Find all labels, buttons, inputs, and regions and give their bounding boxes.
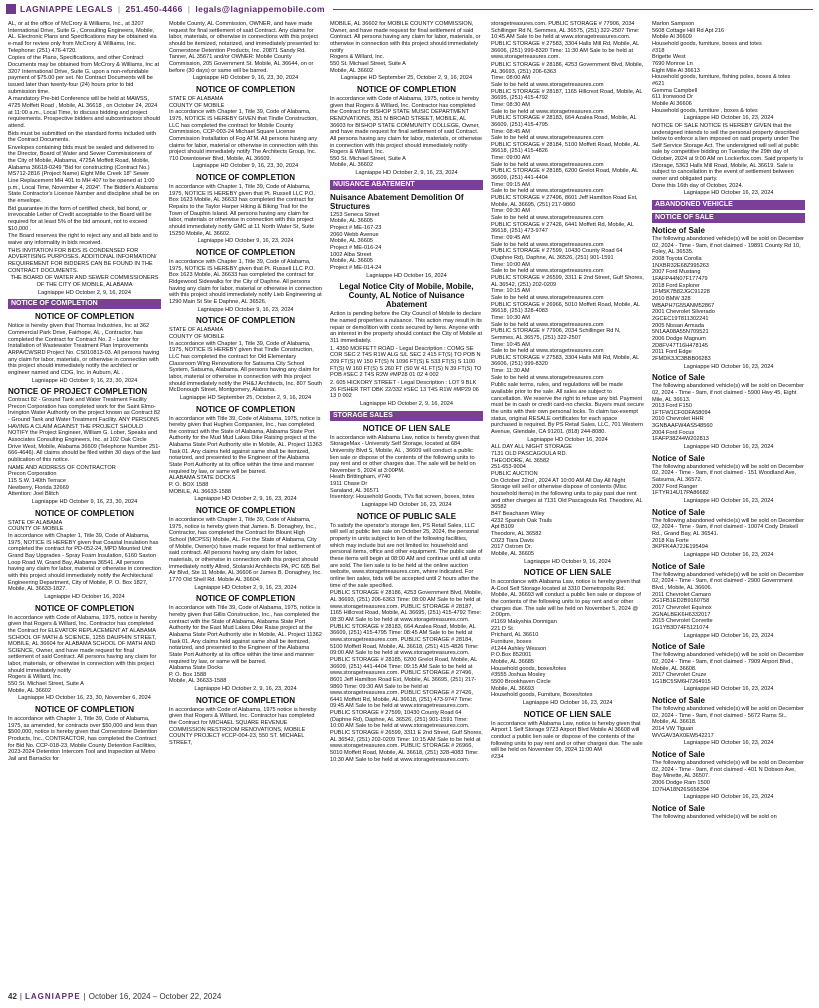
notice-text: 2. 605 HICKORY STREET - Legal Description : LOT 9 BLK 26 FISHER TRT DBK 22/332 #SEC 13 T4S R1W #MP29 06 13 0 002 [330, 379, 481, 400]
notice-heading: NOTICE OF COMPLETION [195, 506, 296, 516]
notice-text: The following abandoned vehicle(s) will be sold on December 02, 2024 - Time - 9am, if not claimed - 7909 Airport Blvd., Mobile, AL 36608. 2017 Chevrolet Cruze 1G1BC5SM6H7264915 [652, 652, 805, 685]
notice-text: Bid guarantee in the form of certified check, bid bond, or irrevocable Letter of Credit acceptable to the Board will be required for at least 5% of the bid amount, not to exceed $10,000 . [8, 205, 154, 232]
header-section-title: LAGNIAPPE LEGALS [20, 4, 113, 14]
notice-heading: NOTICE OF COMPLETION [195, 695, 296, 705]
notice-heading: NOTICE OF COMPLETION [195, 316, 296, 326]
notice-text: In accordance with Alabama Law, notice is hereby given that A-Cool Self Storage located at 3310 Demetropolis Rd. Mobile, AL 36693 will conduct a public lien sale or dispose of the contents of the following units to pay rent and or other charges due. The sale will be held on November 5, 2024 @ 2:00pm. #1169 Makyshia Donnigan 221 D St Prichard, AL 36610 Furniture, boxes #1244 Ashley Wesson P.O.Box 852001 Mobile, AL 36685 Household goods, boxes/totes #3555 Joshua Mosley 5500 Brookhaven Circle Mobile, AL 36693 Household goods, Furniture, Boxes/totes [491, 579, 641, 699]
column-3 [330, 21, 483, 986]
notice-text: To satisfy the operator's storage lien, PS Retail Sales, LLC will sell at public lien sale on October 25, 2024, the personal property in units subject to lien of the following facilities, which may include but are not limited to: household and personal items, office and other equipment. The public sale of these items will begin at 08:00 AM and continue until all units are sold. The lien sale is to be held at the online auction website, www.storagetreasures.com, where indicated. For online lien sales, bids will be accepted until 2 hours after the time of the sale specified. [330, 522, 485, 589]
notice-heading: Notice of Sale [652, 453, 705, 463]
publication-line: Lagniappe HD October 9, 16, 2024 [524, 558, 611, 565]
notice-heading: Notice of Sale [652, 804, 705, 813]
notice-heading: Nuisance Abatement Demolition Of Structures [330, 192, 464, 211]
legal-columns [8, 21, 813, 986]
notice-text: In accordance with Chapter 1, Title 39, Code of Alabama, 1975, NOTICE IS HEREBY given that Pt. Russell LLC P.O. Box 1623 Mobile, AL 36633 has completed the contract for Repairs to the Taylor Harper Hiking & Biking Trail for the Town of Dauphin Island. All persons having any claim for labor, materials or otherwise in connection with this project should immediately notify GMC at 11 North Water St, Suite 15250 Mobile, AL 36602. [169, 184, 317, 237]
footer-separator: | [19, 991, 22, 1001]
section-banner: ABANDONED VEHICLE [652, 200, 805, 210]
publication-line: Lagniappe HD September 25, October 2, 9, 16, 2024 [340, 75, 473, 82]
page-footer [8, 989, 221, 1003]
footer-separator: | [83, 991, 86, 1001]
publication-line: Lagniappe HD October 2, 9, 16, 23, 2024 [194, 496, 297, 503]
notice-text: The following abandoned vehicle(s) will be sold on December 02, 2024 - Time - 9am, if not claimed - 151 Woodland Ave, Satsuma, AL 36572. 2007 Ford Ranger 1FTYR14U17PA86682 [652, 463, 805, 497]
notice-text: In accordance with Title 39, Code of Alabama, 1975, notice is hereby given that Gillis Construction, Inc., has completed the contract with the State of Alabama, Alabama State Port Authority for the East Mud Lakes Dike Raise project at the Alabama State Port Authority site in Mobile, AL. Project 11362 Task 01. Any claims held against same shall be itemized, notarized, and presented to the Engineer of the Alabama State Port Authority at its office within the time and manner required by law, or same will be barred. Alabama State Docks P. O. Box 1588 Mobile, AL 36633-1588 [169, 605, 322, 685]
notice-heading: Notice of Sale [652, 226, 705, 236]
publication-line: Lagniappe HD October 16, 23, 2024 [683, 740, 774, 747]
notice-text: In accordance with Code of Alabama, 1975 notice is hereby given that Rogers & Willard, Inc. Contractor has completed the Contract for MICHAEL SQUARE REVENUE COMMISSION RESTROOM RENOVATIONS, MOBILE COUNTY PROJECT #CCP-004-23, 550 ST. MICHAEL STREET, [169, 706, 318, 747]
publication-line: Lagniappe HD October 9, 16, 23, 30, 2024 [31, 499, 138, 505]
notice-text-centered: THE BOARD OF WATER AND SEWER COMMISSIONERS OF THE CITY OF MOBILE, ALABAMA [10, 275, 161, 288]
header-rule [333, 9, 813, 10]
notice-text: In accordance with Code of Alabama, 1975, notice is hereby given that Rogers & Willard, Inc. Contractor has completed the Contract for BISHOP STATE MUSIC DEPARTMENT RENOVATIONS, 351 N BROAD STREET, MOBILE, AL 36603 for BISHOP STATE COMMUNITY COLLEGE, Owner, and have made request for final settlement of said Contract. All persons having any claim for labor, materials, or otherwise in connection with this project should immediately notify Rogers & Willard, Inc. 550 St. Michael Street, Suite A Mobile, AL 36602 [330, 95, 483, 169]
notice-heading: NOTICE OF COMPLETION [34, 603, 135, 613]
page-header [0, 0, 819, 18]
notice-heading: NOTICE OF COMPLETION [34, 508, 135, 518]
notice-text: Public sale terms, rules, and regulations will be made available prior to the sale. All sales are subject to cancellation. We reserve the right to refuse any bid. Payment must be in cash or credit card-no checks. Buyers must secure the units with their own personal locks. To claim tax-exempt status, original RESALE certificates for each space purchased is required. By PS Retail Sales, LLC, 701 Western Avenue, Glendale, CA 91201. (818) 244-8080. [491, 382, 646, 436]
notice-heading: NOTICE OF COMPLETION [195, 404, 296, 414]
header-square-icon [6, 4, 16, 14]
notice-text: Envelopes containing bids must be sealed and delivered to the Director, Board of Water and Sewer Commissioners of the City of Mobile, Alabama, 4725A Moffett Road, Mobile, Alabama 36618-0249 "Bid for constructing (Contract No.) MS712-2816 (Project Name) Eight Mile Creek 18" Sewer Line Replacement MH 401 to MH 407 to be opened at 1:00 p.m., Local Time, November 4, 2024". The Bidder's Alabama State Contractor's License Number and discipline shall be on the envelope. [8, 144, 161, 205]
publication-line: Lagniappe HD October 2, 9, 16, 23, 2024 [194, 686, 297, 693]
notice-heading: Notice of Sale [652, 750, 705, 760]
column-4 [491, 21, 644, 986]
publication-line: Lagniappe HD October 9, 16, 23, 2024 [197, 238, 294, 245]
notice-text: Marlon Sampson 5608 Cottage Hill Rd Apt 216 Mobile Al 36609 Household goods, furniture, boxes and totes #318 Brigette West 7690 Monroe Ln Eight Mile Al 36613 Household goods, furniture, fishing poles, boxes & totes #621 Gemma Campbell 611 Ironwood Dr Mobile Al 36606 Household goods, furniture , boxes & totes [652, 21, 791, 114]
notice-heading: NOTICE OF COMPLETION [195, 173, 296, 183]
notice-text: The following abandoned vehicle(s) will be sold on [652, 814, 777, 820]
notice-heading: Notice of Sale [652, 373, 705, 383]
notice-text: storagetreasures.com. PUBLIC STORAGE # 77906, 2034 Schillinger Rd N, Semmes, AL 36575, (251) 322-2507 Time: 10:45 AM Sale to be held at www.storagetreasures.com. PUBLIC STORAGE # 27583, 3304 Halls Mill Rd, Mobile, AL 36606, (251) 999-8320 Time: 11:30 AM Sale to be held at www.storagetreasures.com. [491, 21, 641, 61]
notice-heading: NOTICE OF LIEN SALE [362, 423, 451, 433]
notice-text: MOBILE, AL 36602 for MOBILE COUNTY COMMISSION, Owner, and have made request for final settlement of said Contract. All persons having any claim for labor, materials, or otherwise in connection with this project should immediately notify Rogers & Willard, Inc. 550 St. Michael Street, Suite A Mobile, AL 36602 [330, 21, 481, 74]
notice-text: The following abandoned vehicle(s) will be sold on December 02, 2024 - Time - 9am, if not claimed - 19891 County Rd 10, Foley, AL 36535. 2008 Toyota Corolla 1NXBR32E68Z995263 2007 Ford Mustang 1FAFP44N07F177479 2018 Ford Explorer 1FM5K7B82JGC91228 2010 BMW 328 WBAPH7G55ANM52867 2001 Chevrolet Silverado 2GCEC19T811302241 2005 Nissan Armada 5N1AA08A55N709521 2006 Dodge Magnum 2D8FV47T16H478145 2011 Ford Edge 2FMDK3JC3BBB06283 [652, 236, 805, 362]
publication-line: Lagniappe HD October 16, 23, 2024 [683, 686, 774, 693]
notice-text: The following abandoned vehicle(s) will be sold on December 02, 2024 - Time - 9am, if not claimed - 401 N Dobson Ave, Bay Minette, AL 36507. 2006 Dodge Ram 1500 1D7HA18N26S658394 [652, 760, 805, 793]
column-1 [8, 21, 161, 986]
section-banner: STORAGE SALES [330, 411, 483, 421]
publication-line: Lagniappe HD September 25, October 2, 9, 16, 2024 [179, 394, 312, 401]
notice-heading: NOTICE OF COMPLETION [34, 705, 135, 715]
notice-text: Copies of the Plans, Specifications, and other Contract Documents may be obtained from McCrory & Williams, Inc at 3207 International Drive, Suite G, upon a non-refundable payment of $75.00 per set. No Contract Documents will be issued later than twenty-four (24) hours prior to bid submission time. [8, 55, 161, 95]
notice-text: The following abandoned vehicle(s) will be sold on December 02, 2024 - Time - 9am, if not claimed - 5900 Hwy 45, Eight Mile, AL 36613. 2013 Ford F150 1FTFW1CF0DFA58094 2010 Chevrolet HHR 3GNBAAFW4AS548560 2004 Ford Focus 1FAFP38Z44W202813 [652, 383, 805, 443]
publication-line: Lagniappe HD October 16, 2024 [366, 272, 447, 279]
publication-line: Lagniappe HD October 9, 16, 23, 30, 2024 [192, 75, 299, 82]
notice-text: NAME AND ADDRESS OF CONTRACTOR Precon Corporation 115 S.W. 140th Terrace Newberry, Florida 32669 Attention: Joel Blitch [8, 464, 116, 498]
notice-text: PUBLIC STORAGE # 28186, 4253 Government Blvd, Mobile, AL 36693, (251) 206-6363 Time: 08:00 AM Sale to be held at www.storagetreasures.com. PUBLIC STORAGE # 28187, 1165 Hillcrest Road, Mobile, AL 36695, (251) 415-4792 Time: 08:30 AM Sale to be held at www.storagetreasures.com. PUBLIC STORAGE # 28183, 664 Azalea Road, Mobile, AL 36609, (251) 415-4795 Time: 08:45 AM Sale to be held at www.storagetreasures.com. PUBLIC STORAGE # 28184, 5100 Moffett Road, Mobile, AL 36618, (251) 415-4826 Time: 09:00 AM Sale to be held at www.storagetreasures.com. PUBLIC STORAGE # 28185, 6200 Grelot Road, Mobile, AL 36609, (251) 441-4404 Time: 09:15 AM Sale to be held at www.storagetreasures.com. PUBLIC STORAGE # 27496, 8601 Jeff Hamilton Road Ext, Mobile, AL 36695, (251) 217-9860 Time: 09:30 AM Sale to be held at www.storagetreasures.com. PUBLIC STORAGE # 27426, 6441 Moffett Rd, Mobile, AL 36618, (251) 473-9747 Time: 09:45 AM Sale to be held at www.storagetreasures.com. PUBLIC STORAGE # 27599, 10430 County Road 64 (Daphne Rd), Daphne, AL 36526, (251) 901-1591 Time: 10:00 AM Sale to be held at www.storagetreasures.com. PUBLIC STORAGE # 26599, 3311 E 2nd Street, Gulf Shores, AL 36542, (251) 202-0209 Time: 10:15 AM Sale to be held at www.storagetreasures.com. PUBLIC STORAGE # 26966, 5010 Moffett Road, Mobile, AL 36618, (251) 328-4083 Time: 10:30 AM Sale to be held at www.storagetreasures.com. [330, 590, 485, 763]
notice-text: Mobile County, AL Commission, OWNER, and have made request for final settlement of said Contract. Any claims for labor, materials, or otherwise in connections with this project should be itemized, notarized, and immediately presented to: Cornerstone Detention Products, Inc. 20871 Sandy Rd. Tanner, AL 35671 and/or OWNER: Mobile County Commission, 205 Government St. Mobile, AL 36644, on or before (30 days) or same will be barred. [169, 21, 322, 74]
publication-line: Lagniappe HD October 16, 23, 30, November 6, 2024 [18, 695, 151, 702]
notice-text: In accordance with Alabama Law, notice is hereby given that StorageMax - University Self Storage, located at 684 University Blvd S, Mobile, AL , 36609 will conduct a public lien sale or dispose of the contents of the following units to pay rent and or other charges due. The sale will be held on November 5, 2024 at 3:00PM. Heath Brittingham, #740 1911 Chase Dr Saraland, AL 36571 Inventory: Household Goods, TVs flat screen, boxes, totes [330, 434, 480, 501]
notice-text: In accordance with Chapter 1, Title 39, Code of Alabama, 1975, as amended, for contracts over $50,000 and less than $500,000, notice is hereby given that Cornerstone Detention Products, Inc., CONTRACTOR, has completed the Contract for Bid No. CCP-018-23, Mobile County Detention Facilities, 2023-2024 Detention Intercom Tool and Inspection at Metro Jail and Barracks for [8, 716, 159, 762]
notice-text: In accordance with Chapter 1, Title 39, Code of Alabama, 1975, NOTICE IS HEREBY given that Pt. Russell LLC P.O. Box 1623 Mobile, AL 36633 has completed the contract for Ridgewood Sidewalks for the City of Daphne. All persons having any claim for labor, material or otherwise in connection with this project should immediately notify Lieb Engineering at 1290 Main St Ste E Daphne, AL 36526. [169, 259, 324, 305]
notice-text: Notice is hereby given that Thomas Industries, Inc at 362 Commercial Park Drive, Fairhope, AL , Contractor, has completed the Contract for Contract No. 2 - Labor for Installation of Wastewater Treatment Plan Improvements ARPA/CWSRD Project No. CS010813-03. All persons having any claim for labor, materials, or otherwise in connection with this project should immediately notify the architect or engineer named and CDG, Inc. in Auburn, AL . [8, 323, 161, 376]
notice-heading: NOTICE OF COMPLETION [34, 312, 135, 322]
publication-line: Lagniappe HD October 2, 9, 16, 23, 2024 [194, 584, 297, 591]
notice-text: The following abandoned vehicle(s) will be sold on December 02, 2024 - Time - 9am, if not claimed - 2900 Government Blvd., Mobile, AL 36606. 2011 Chevrolet Camaro 2G1FB1ED2B9160758 2017 Chevrolet Equinox 2GNALBEK6H6332017 2015 Chevrolet Corvette 1G1YB3D74F5121074 [652, 571, 805, 631]
publication-line: Lagniappe HD October 16, 23, 2024 [361, 502, 452, 509]
footer-brand: LAGNIAPPE [24, 991, 81, 1001]
publication-line: Lagniappe HD October 16, 23, 2024 [683, 363, 774, 370]
notice-text: THIS INVITATION FOR BIDS IS CONDENSED FOR ADVERTISING PURPOSES. ADDITIONAL INFORMATION/ REQUIREMENT FOR BIDDERS CAN BE FOUND IN THE CONTRACT DOCUMENTS. [8, 247, 159, 274]
notice-heading: NOTICE OF COMPLETION [195, 84, 296, 94]
publication-line: Lagniappe HD October 16, 23, 2024 [522, 699, 613, 706]
section-banner: NUISANCE ABATEMENT [330, 180, 483, 190]
publication-line: Lagniappe HD October 16, 23, 2024 [683, 551, 774, 558]
notice-heading: NOTICE OF COMPLETION [195, 248, 296, 258]
notice-text: 1253 Seneca Street Mobile, AL 36605 Project # ME-167-23 2060 Webb Avenue Mobile, AL 36605 Project # ME-016-24 1002 Alba Street Mobile, AL 36605 Project # ME-014-24 [330, 211, 382, 272]
publication-line: Lagniappe HD October 2, 9, 16, 23, 2024 [355, 170, 458, 177]
notice-text: STATE OF ALABAMA COUNTY OF MOBILE In accordance with Chapter 1, Title 39, Code of Alabama, 1975, NOTICE IS HEREBY given that Coastal Insulation has completed the contract for PD-052-24, MPD Mounted Unit Grand Bay Upgrades - Spray Foam Insulation, 6160 Saxton Loop Road W, Grand Bay, Alabama 36541. All persons having any claim for labor, material or otherwise in connection with this project should immediately notify the Architectural Engineering Department, City of Mobile, P. O. Box 1827, Mobile, AL 36633-1827. [8, 519, 161, 593]
publication-line: Lagniappe HD October 9, 16, 23, 2024 [197, 306, 294, 313]
notice-text: The following abandoned vehicle(s) will be sold on December 02, 2024 - Time - 9am, if not claimed - 10074 Cody Driskell Rd., Grand Bay, AL 36541. 2018 Kia Forte 3KPFK4A72JE195494 [652, 517, 805, 551]
notice-text: The following abandoned vehicle(s) will be sold on December 02, 2024 - Time - 9am, if not claimed - 5672 Rarns St., Mobile, AL 36618. 2014 VW Tiguan WVGAV3AX0EW542217 [652, 706, 805, 739]
notice-heading: Notice of Sale [652, 696, 705, 706]
column-5 [652, 21, 805, 986]
publication-line: Lagniappe HD October 16, 23, 2024 [683, 632, 774, 639]
notice-heading: NOTICE OF PROJECT COMPLETION [8, 387, 148, 397]
notice-heading: Legal Notice City of Mobile, Mobile, County, AL Notice of Nuisance Abatement [339, 282, 474, 310]
notice-text: NOTICE OF SALE NOTICE IS HEREBY GIVEN that the undersigned intends to sell the personal property described below to enforce a lien imposed on said property under The Self Service Storage Act. The undersigned will sell at public sale by competitive bidding on Tuesday the 29th day of October, 2024 at 9:00 AM on Lockerfox.com. Said property is iStorage, 5363 Halls Mill Road, Mobile, AL 36619. Sale is subject to cancellation in the event of settlement between owner and obligated party. Done this 16th day of October, 2024. [652, 122, 804, 189]
notice-text: In accordance with Alabama Law, notice is hereby given that Airport 1 Self Storage 9723 Airport Blvd Mobile Al 36608 will conduct a public lien sale or dispose of the contents of the following units to pay rent and or other charges due. The sale will be held on November 05, 2024 11:00 AM #234 [491, 720, 643, 760]
notice-text: 1. 4350 MOFFETT ROAD - Legal Description : COMG SE COR SEC 2 T4S R1W ALG S/L SEC 2 415 FT(S) TO POB N 209 FT(S) W 150 FT(S) N 1096 FT(S) E 533 FT(S) S 1100 FT(S) W 160 FT(S) S 260 FT (S0 W 41 FT(S) N 39 FT(S) TO POB #SEC 2 T4S R2W #MP28 01 02 4 002 [330, 345, 483, 379]
column-2 [169, 21, 322, 986]
header-separator: | [187, 4, 191, 14]
header-email[interactable]: legals@lagniappemobile.com [195, 4, 326, 14]
publication-line: Lagniappe HD October 16, 23, 2024 [683, 190, 774, 197]
notice-text: Contract 82 - Ground Tank and Water Treatment Facility Precon Corporation has completed work for the Saint Elmo-Irvington Water Authority on the project known as Contract 82 - Ground Tank and Water Treatment Facility. ANY PERSONS HAVING A CLAIM AGAINST THE PROJECT SHOULD NOTIFY the Project Engineer, William G. Lober, Speaks and Associates Consulting Engineers, Inc. at 102 Oak Circle Drive West, Mobile, Alabama 36609 (Telephone Number 251-666-4646). All claims should be filed within 30 days of the last publication of this notice. [8, 397, 162, 464]
notice-text: AL, or at the office of McCrory & Williams, Inc., at 3207 International Drive, Suite G , Consulting Engineers, Mobile, AL. Electronic Plans and Specifications may be obtained via e-mail for review only from McCrory & Williams, Inc. Telephone: (251) 476-4720. [8, 21, 159, 54]
notice-text: STATE OF ALABAMA COUNTY OF MOBILE In accordance with Chapter 1, Title 39, Code of Alabama, 1975, NOTICE IS HEREBY GIVEN that Tindle Construction, LLC has completed the contract for Mobile County Commission, CCP-003-24 Michael Square License Commission Installation of Fog ATM. All persons having any claims for labor, material or otherwise in connection with this project should immediately notify The Architects Group, Inc. 710 Downtowner Blvd, Mobile, AL 36609. [169, 95, 318, 162]
notice-heading: Notice of Sale [652, 507, 705, 517]
notice-text: Action is pending before the City Council of Mobile to declare the named properties a nuisance. This action may result in its repair or demolition with costs secured by liens. Anyone with an interest in the property should contact the City of Mobile at 311 immediately. [330, 311, 484, 344]
notice-heading: NOTICE OF LIEN SALE [523, 568, 612, 578]
publication-line: Lagniappe HD October 16, 23, 2024 [683, 794, 774, 801]
notice-text: PUBLIC STORAGE # 28186, 4253 Government Blvd, Mobile, AL 36693, (251) 206-6363 Time: 08:00 AM Sale to be held at www.storagetreasures.com PUBLIC STORAGE # 28187, 1165 Hillcrest Road, Mobile, AL 36695, (251) 415-4792 Time: 08:30 AM Sale to be held at www.storagetreasures.com PUBLIC STORAGE # 28183, 664 Azalea Road, Mobile, AL 36609, (251) 415-4795 Time: 08:45 AM Sale to be held at www.storagetreasures.com PUBLIC STORAGE # 28184, 5100 Moffett Road, Mobile, AL 36618, (251) 415-4826 Time: 09:00 AM Sale to be held at www.storagetreasures.com PUBLIC STORAGE # 28185, 6200 Grelot Road, Mobile, AL 36609, (251) 441-4404 Time: 09:15 AM Sale to be held at www.storagetreasures.com PUBLIC STORAGE # 27496, 8601 Jeff Hamilton Road Ext, Mobile, AL 36695, (251) 217-9860 Time: 09:30 AM Sale to be held at www.storagetreasures.com PUBLIC STORAGE # 27426, 6441 Moffett Rd, Mobile, AL 36618, (251) 473-9747 Time: 09:45 AM Sale to be held at www.storagetreasures.com PUBLIC STORAGE # 27599, 10430 County Road 64 (Daphne Rd), Daphne, AL 36526, (251) 901-1591 Time: 10:00 AM Sale to be held at www.storagetreasures.com PUBLIC STORAGE # 26599, 3311 E 2nd Street, Gulf Shores, AL 36542, (251) 202-0209 Time: 10:15 AM Sale to be held at www.storagetreasures.com PUBLIC STORAGE # 26966, 5010 Moffett Road, Mobile, AL 36618, (251) 328-4083 Time: 10:30 AM Sale to be held at www.storagetreasures.com PUBLIC STORAGE # 77906, 2034 Schillinger Rd N, Semmes, AL 36575, (251) 322-2507 Time: 10:45 AM Sale to be held at www.storagetreasures.com PUBLIC STORAGE # 27583, 3304 Halls Mill Rd, Mobile, AL 36606, (251) 999-8320 Time: 11:30 AM Sale to be held at www.storagetreasures.com [491, 61, 644, 381]
publication-line: Lagniappe HD October 2, 9, 16, 2024 [360, 400, 453, 407]
section-banner: NOTICE OF SALE [652, 213, 805, 223]
notice-heading: Notice of Sale [652, 642, 705, 652]
publication-line: Lagniappe HD October 9, 16, 23, 30, 2024 [31, 377, 138, 384]
publication-line: Lagniappe HD October 9, 16, 23, 30, 2024 [192, 163, 299, 170]
publication-line: Lagniappe HD October 16, 2024 [44, 593, 125, 600]
publication-line: Lagniappe HD October 16, 23, 2024 [683, 115, 774, 122]
notice-heading: NOTICE OF LIEN SALE [523, 709, 612, 719]
notice-text: A mandatory Pre-bid Conference will be held at MAWSS, 4725 Moffett Road , Mobile, AL 36618 , on October 24, 2024 at 11:00 a.m., Local Time, to discuss bidding and project requirements. Prospective bidders and subcontractors should attend. [8, 96, 162, 129]
header-separator: | [117, 4, 121, 14]
header-phone: 251.450-4466 [125, 4, 183, 14]
notice-heading: NOTICE OF COMPLETION [356, 84, 457, 94]
notice-text: In accordance with Title 39, Code of Alabama, 1975, notice is hereby given that Hughes Companies, Inc., has completed the contract with the State of Alabama, Alabama State Port Authority for the Mud Mud Lakes Dike Raising project at the Alabama State Port Authority site in Mobile, AL. Project 11363 Task 01. Any claims held against same shall be itemized, notarized, and presented to the Engineer of the Alabama State Port Authority at its office within the time and manner required by law, or same will be barred. ALABAMA STATE DOCKS P. O. BOX 1588 MOBILE, AL 36633-1588 [169, 415, 322, 495]
notice-text: In accordance with Code of Alabama, 1975, notice is hereby given that Rogers & Willard, Inc. Contractor has completed the Contract for ELEVATOR REPLACEMENT AT ALABAMA SCHOOL OF MATH & SCIENCE, 1255 DAUPHIN STREET, MOBILE, AL 36604 for ALABAMA SCHOOL OF MATH AND SCIENCE, Owner, and have made request for final settlement of said Contract. All persons having any claim for labor, materials, or otherwise in connection with this project should immediately notify Rogers & Willard, Inc. 550 St. Michael Street, Suite A Mobile, AL 36602 [8, 614, 157, 694]
section-banner: NOTICE OF COMPLETION [8, 299, 161, 309]
notice-heading: NOTICE OF PUBLIC SALE [356, 511, 457, 521]
publication-line: Lagniappe HD October 16, 23, 2024 [683, 444, 774, 451]
notice-text: STATE OF ALABAMA COUNTY OF MOBILE In accordance with Chapter 1, Title 39, Code of Alabama, 1975, NOTICE IS HEREBY given that Tindle Construction, LLC has completed the contract for Old Elementary Classroom Wing Renovations for Satsuma City School System, Satsuma, Alabama. All persons having any claim for labor, material or otherwise in connection with this project should immediately notify the PH&J Architects, Inc. 807 South McDonough Street, Montgomery, Alabama. [169, 327, 322, 394]
notice-text: Bids must be submitted on the standard forms included with the Contract Documents. [8, 130, 158, 144]
notice-text: ALL DAY ALL NIGHT STORAGE 7131 OLD PASCAGOULA RD. THEODORE, AL 36582 251-653-9004 PUBLIC AUCTION On October 22nd , 2024 AT 10:00 AM All Day All Night Storage will sell or otherwise dispose of contents (Misc household items) in the following units to pay past due rent and other charges at 7131 Old Pascagoula Rd. Theodore, AL 36582 B47 Beachanm Wiley 4232 Spanish Oak Trails Apt B109 Theodore, AL 36582 C023 Tiara Davis 2017 Ostrom Dr. Mobile, AL 36605 [491, 444, 643, 557]
notice-text: In accordance with Chapter 1, Title 39, Code of Alabama, 1975, notice is hereby given that James. B. Donaghey, Inc., Contractor, has completed the Contract for Blount High School (MCPSS) Mobile, AL. For the State of Alabama, City of Mobile, Owner(s) have made request for final settlement of said contract. All persons having any claim for labor, materials, or otherwise in connection with this project should immediately notify Allred, Stolarski Architects PA, PC 605 Bel Air Blvd, Ste 11 Mobile, AL 36606 or James B. Donaghey, Inc. 1770 Old Shell Rd. Mobile AL 36604. [169, 517, 324, 583]
notice-heading: Notice of Sale [652, 561, 705, 571]
publication-line: Lagniappe HD October 2, 9, 16, 2024 [38, 289, 131, 296]
page-number: 42 [8, 991, 17, 1001]
notice-heading: NOTICE OF COMPLETION [195, 594, 296, 604]
notice-text: The Board reserves the right to reject any and all bids and to waive any informality in bids received. [8, 233, 160, 246]
footer-dates: October 16, 2024 – October 22, 2024 [88, 991, 222, 1001]
publication-line: Lagniappe HD October 16, 2024 [527, 436, 608, 443]
publication-line: Lagniappe HD October 16, 23, 2024 [683, 498, 774, 505]
